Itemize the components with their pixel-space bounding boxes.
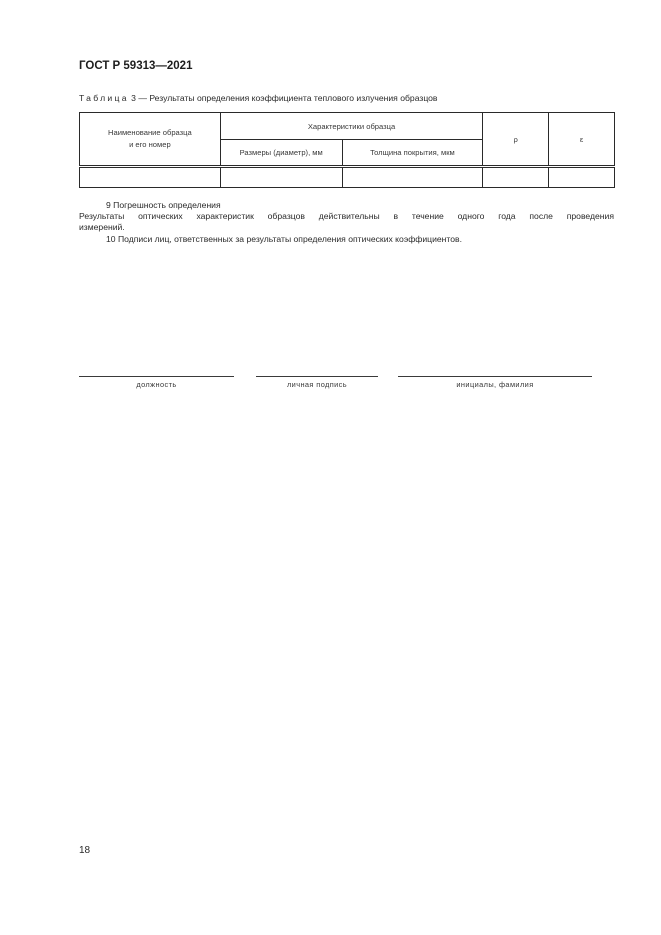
section-9-title: 9 Погрешность определения [106,200,221,210]
results-table [79,112,615,188]
signature-label-position: должность [136,380,177,389]
column-header-rho: ρ [483,113,549,167]
table-caption [79,93,438,103]
column-header-name-line1: Наименование образца [108,128,192,137]
column-header-group: Характеристики образца [220,113,483,140]
table-row [80,167,615,188]
cell-epsilon [549,167,615,188]
signature-line-position [79,376,234,377]
signature-label-name: инициалы, фамилия [456,380,534,389]
table-caption-text: 3 — Результаты определения коэффициента теплового излучения образцов [128,93,438,103]
cell-thickness [342,167,483,188]
section-9-text-line1: Результаты оптических характеристик образцов действительны в течение одного года после проведения [79,211,614,221]
column-header-epsilon: ε [549,113,615,167]
column-header-size: Размеры (диаметр), мм [220,140,342,167]
signature-line-name [398,376,592,377]
table-header-row [80,113,615,140]
signature-line-signature [256,376,378,377]
section-9-text-line2: измерений. [79,222,125,232]
cell-name [80,167,221,188]
cell-size [220,167,342,188]
page-number: 18 [79,845,91,856]
section-10-title: 10 Подписи лиц, ответственных за результаты определения оптических коэффициентов. [106,234,462,244]
document-header: ГОСТ Р 59313—2021 [79,60,193,72]
column-header-name-line2: и его номер [129,140,171,149]
table-caption-prefix: Таблица [79,93,129,103]
signature-label-signature: личная подпись [286,380,348,389]
cell-rho [483,167,549,188]
column-header-thickness: Толщина покрытия, мкм [342,140,483,167]
column-header-name [80,113,221,167]
